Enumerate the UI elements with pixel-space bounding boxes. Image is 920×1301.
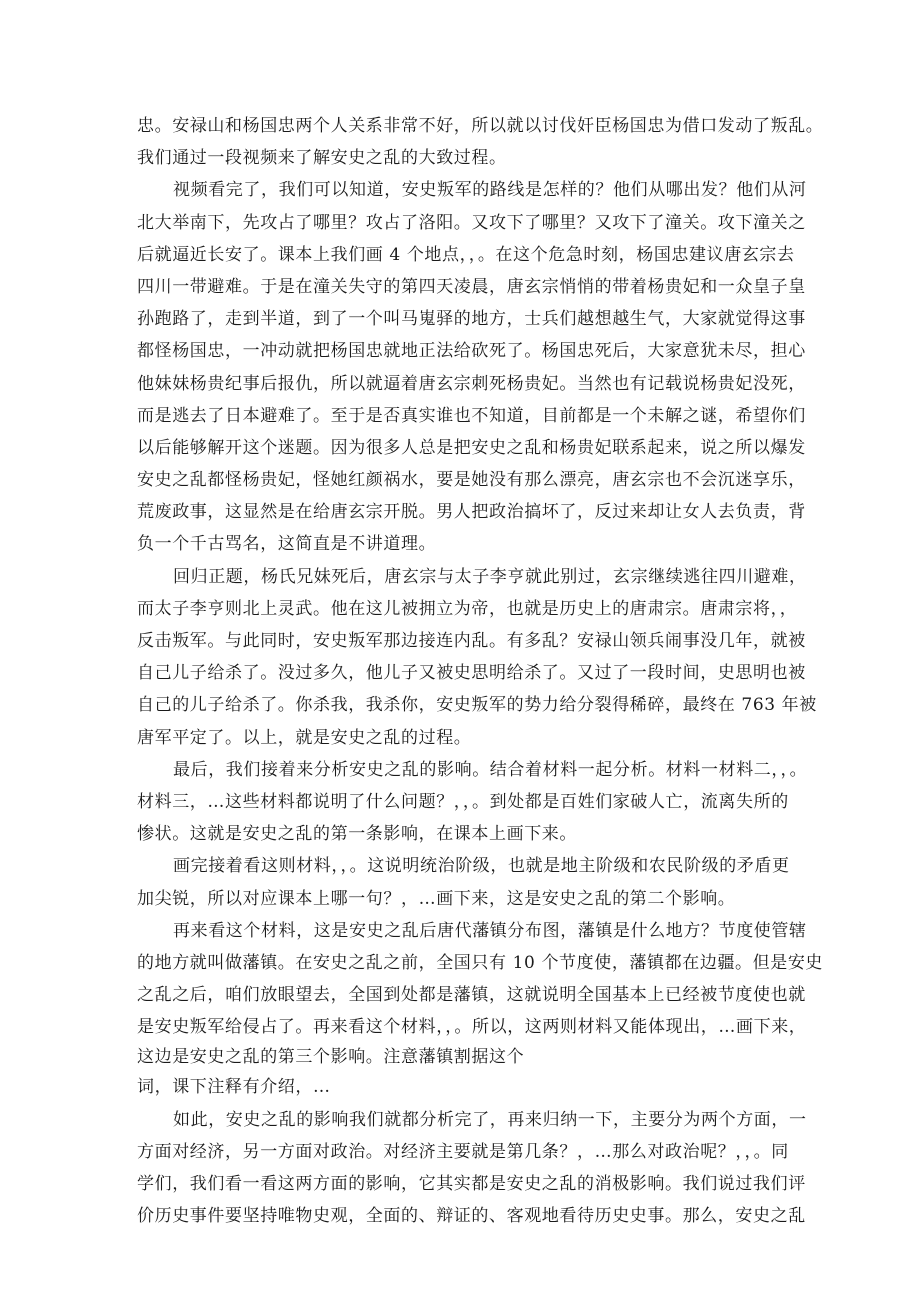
text-line: 而是逃去了日本避难了。至于是否真实谁也不知道，目前都是一个未解之谜，希望你们 (137, 405, 806, 426)
text-line: 唐军平定了。以上，就是安史之乱的过程。 (137, 727, 472, 748)
text-line: 自己儿子给杀了。没过多久，他儿子又被史思明给杀了。又过了一段时间，史思明也被 (137, 663, 806, 684)
paragraph-start-line: 如此，安史之乱的影响我们就都分析完了，再来归纳一下，主要分为两个方面，一 (173, 1109, 807, 1130)
text-line: 价历史事件要坚持唯物史观，全面的、辩证的、客观地看待历史史事。那么，安史之乱 (137, 1206, 806, 1227)
text-line: 加尖锐，所以对应课本上哪一句？，…画下来，这是安史之乱的第二个影响。 (137, 888, 736, 909)
text-line: 材料三，…这些材料都说明了什么问题？，，。到处都是百姓们家破人亡，流离失所的 (137, 791, 789, 812)
paragraph-start-line: 再来看这个材料，这是安史之乱后唐代藩镇分布图，藩镇是什么地方？节度使管辖 (173, 920, 807, 941)
text-line: 是安史叛军给侵占了。再来看这个材料，，。所以，这两则材料又能体现出，…画下来， (137, 1017, 807, 1038)
text-line: 反击叛军。与此同时，安史叛军那边接连内乱。有多乱？安禄山领兵闹事没几年，就被 (137, 631, 806, 651)
text-line: 负一个千古骂名，这简直是不讲道理。 (137, 534, 437, 555)
paragraph-start-line: 视频看完了，我们可以知道，安史叛军的路线是怎样的？他们从哪出发？他们从河 (173, 180, 807, 201)
paragraph-start-line: 最后，我们接着来分析安史之乱的影响。结合着材料一起分析。材料一材料二，，。 (173, 759, 808, 780)
text-line: 的地方就叫做藩镇。在安史之乱之前，全国只有 10 个节度使，藩镇都在边疆。但是安史 (137, 952, 824, 973)
text-line: 都怪杨国忠，一冲动就把杨国忠就地正法给砍死了。杨国忠死后，大家意犹未尽，担心 (137, 341, 806, 362)
text-line: 四川一带避难。于是在潼关失守的第四天凌晨，唐玄宗悄悄的带着杨贵妃和一众皇子皇 (137, 276, 806, 297)
paragraph-start-line: 画完接着看这则材料，，。这说明统治阶级，也就是地主阶级和农民阶级的矛盾更 (173, 856, 790, 877)
text-line: 安史之乱都怪杨贵妃，怪她红颜祸水，要是她没有那么漂亮，唐玄宗也不会沉迷享乐， (137, 470, 806, 491)
text-line: 之乱之后，咱们放眼望去，全国到处都是藩镇，这就说明全国基本上已经被节度使也就 (137, 985, 806, 1006)
paragraph-start-line: 回归正题，杨氏兄妹死后，唐玄宗与太子李亨就此别过，玄宗继续逃往四川避难， (173, 566, 807, 587)
text-line: 自己的儿子给杀了。你杀我，我杀你，安史叛军的势力给分裂得稀碎，最终在 763 年被 (137, 695, 817, 716)
text-line: 学们，我们看一看这两方面的影响，它其实都是安史之乱的消极影响。我们说过我们评 (137, 1174, 806, 1194)
text-line: 以后能够解开这个迷题。因为很多人总是把安史之乱和杨贵妃联系起来，说之所以爆发 (137, 437, 806, 458)
text-line: 方面对经济，另一方面对政治。对经济主要就是第几条？，…那么对政治呢？，，。同 (137, 1141, 789, 1162)
text-line: 后就逼近长安了。课本上我们画 4 个地点，，。在这个危急时刻，杨国忠建议唐玄宗去 (137, 244, 795, 265)
text-line: 北大举南下，先攻占了哪里？攻占了洛阳。又攻下了哪里？又攻下了潼关。攻下潼关之 (137, 212, 806, 233)
text-line: 词，课下注释有介绍，… (137, 1077, 331, 1098)
text-line: 惨状。这就是安史之乱的第一条影响，在课本上画下来。 (137, 824, 577, 845)
text-line: 忠。安禄山和杨国忠两个人关系非常不好，所以就以讨伐奸臣杨国忠为借口发动了叛乱。 (137, 116, 824, 136)
text-line: 荒废政事，这显然是在给唐玄宗开脱。男人把政治搞坏了，反过来却让女人去负责，背 (137, 502, 806, 523)
text-line: 而太子李亨则北上灵武。他在这儿被拥立为帝，也就是历史上的唐肃宗。唐肃宗将，， (137, 598, 798, 619)
text-line: 孙跑路了，走到半道，到了一个叫马嵬驿的地方，士兵们越想越生气，大家就觉得这事 (137, 309, 806, 330)
text-line: 他妹妹杨贵纪事后报仇，所以就逼着唐玄宗刺死杨贵妃。当然也有记载说杨贵妃没死， (137, 373, 806, 394)
text-line: 我们通过一段视频来了解安史之乱的大致过程。 (137, 148, 507, 169)
body-text (137, 110, 824, 1232)
text-line: 这边是安史之乱的第三个影响。注意藩镇割据这个 (137, 1047, 525, 1068)
